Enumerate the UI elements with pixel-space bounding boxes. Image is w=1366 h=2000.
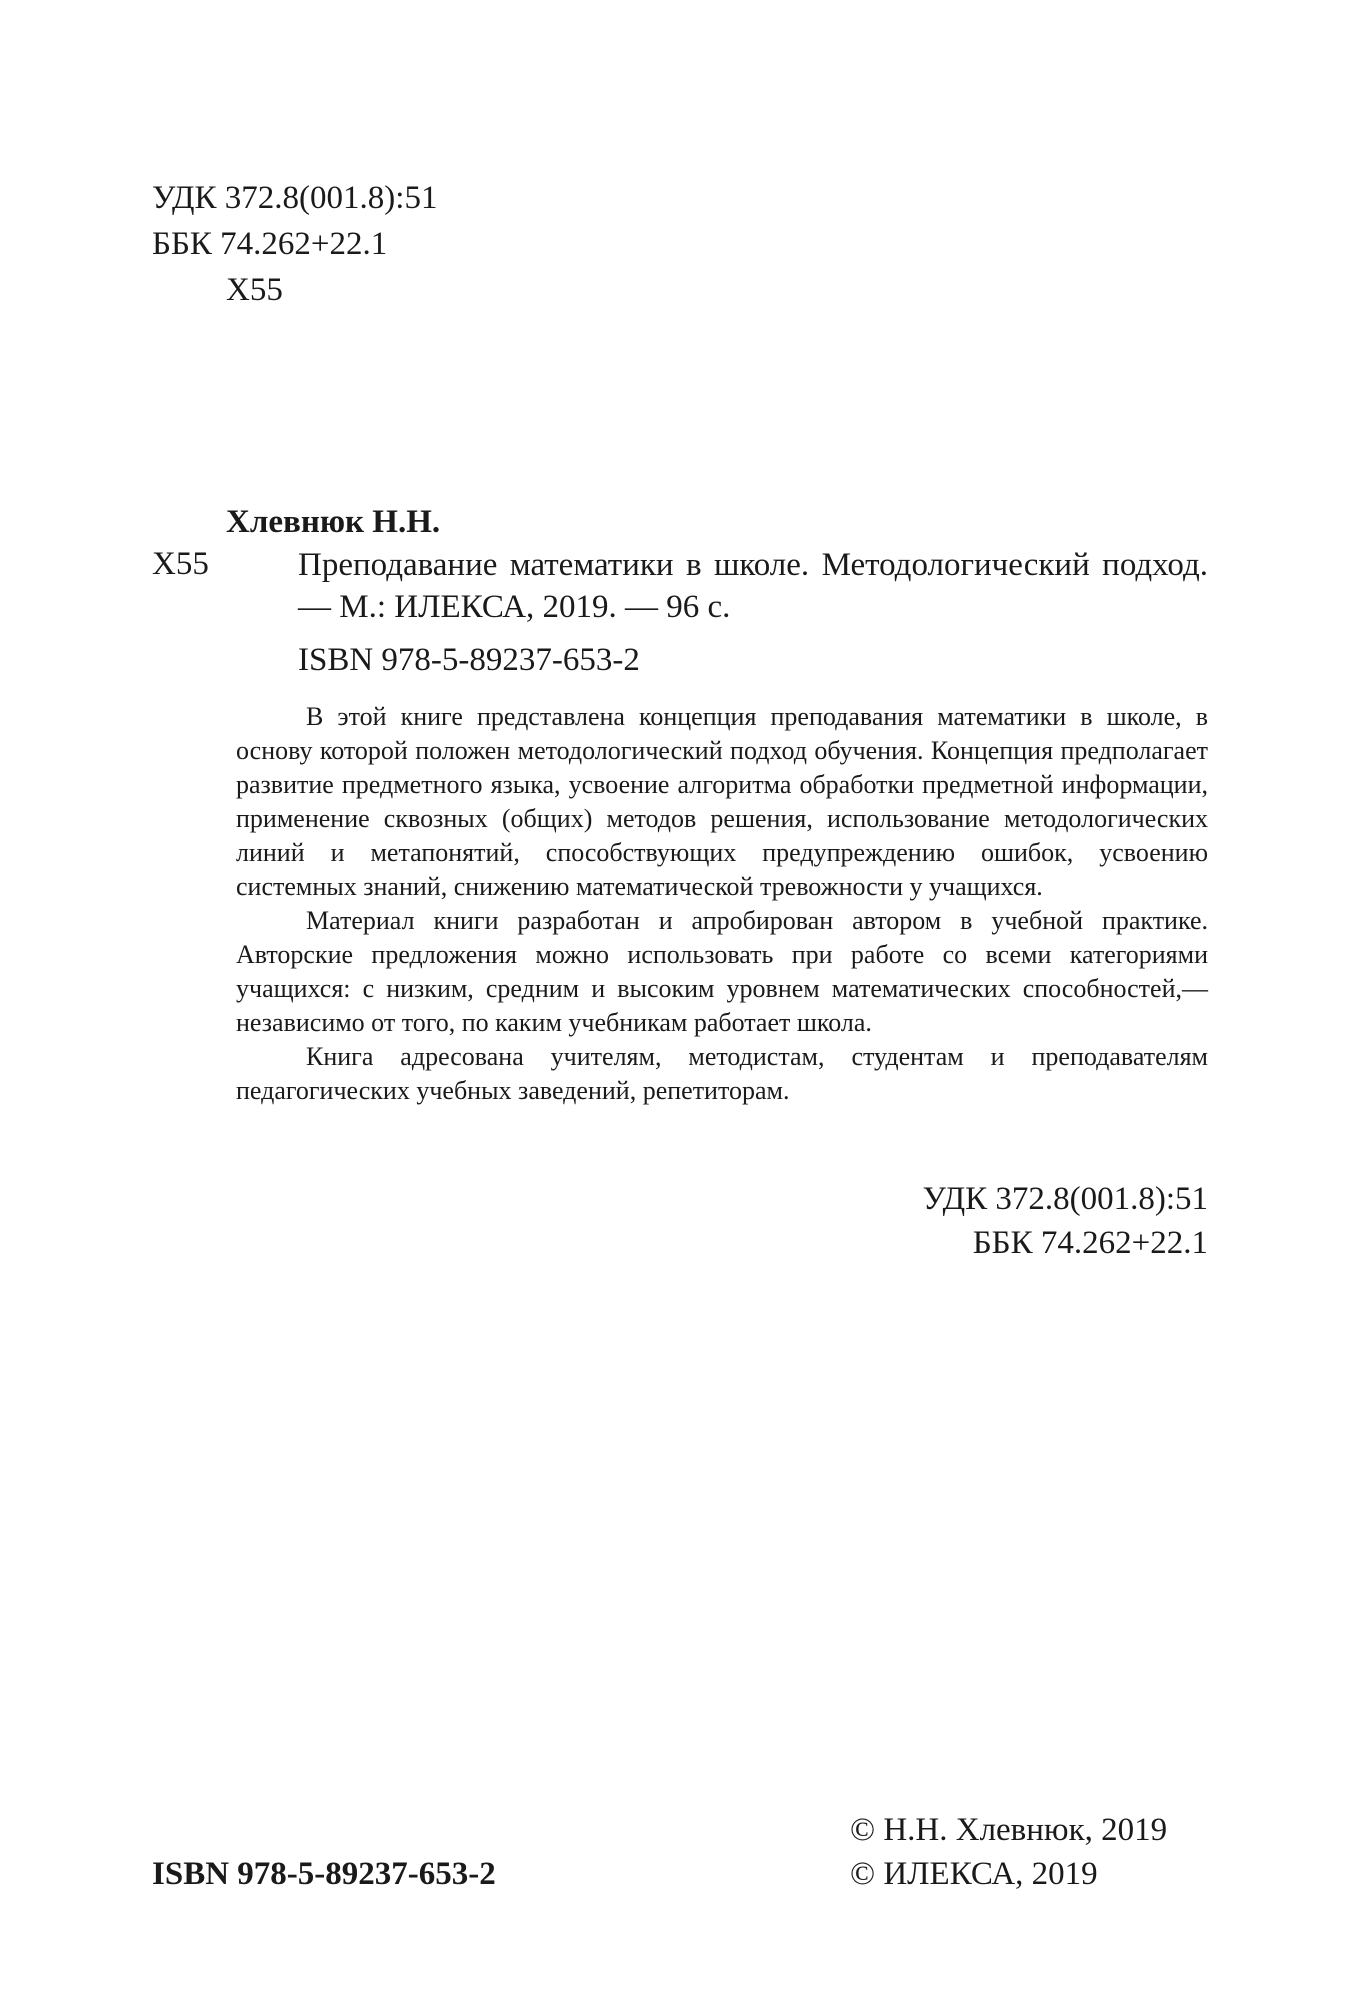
- isbn-entry: ISBN 978-5-89237-653-2: [298, 642, 640, 678]
- author-mark-top: Х55: [226, 272, 283, 308]
- book-title-entry: Преподавание математики в школе. Методологический подход. — М.: ИЛЕКСА, 2019. — 96 с.: [298, 547, 1208, 625]
- udk-code-top: УДК 372.8(001.8):51: [152, 180, 438, 216]
- author-name: Хлевнюк Н.Н.: [226, 504, 441, 540]
- author-mark-entry: Х55: [152, 546, 209, 582]
- copyright-block: [850, 1808, 1208, 1896]
- isbn-footer: ISBN 978-5-89237-653-2: [152, 1856, 496, 1892]
- copyright-publisher: © ИЛЕКСА, 2019: [850, 1856, 1098, 1892]
- copyright-author: © Н.Н. Хлевнюк, 2019: [850, 1812, 1168, 1848]
- annotation-paragraph: Материал книги разработан и апробирован автором в учебной практике. Авторские предложения можно использовать при работе со всеми категориями учащихся: с низким, средним и высоким уровнем математических способностей,— независимо от того, по каким учебникам работает школа.: [236, 906, 1208, 1037]
- udk-code-bottom: УДК 372.8(001.8):51: [922, 1181, 1208, 1217]
- annotation-paragraph: В этой книге представлена концепция преподавания математики в школе, в основу которой положен методологический подход обучения. Концепция предполагает развитие предметного языка, усвоение алгоритма обработки предметной информации, применение сквозных (общих) методов решения, использование методологических линий и метапонятий, способствующих предупреждению ошибок, усвоению системных знаний, снижению математической тревожности у учащихся.: [236, 702, 1208, 901]
- bbk-code-bottom: ББК 74.262+22.1: [972, 1225, 1208, 1261]
- annotation: [236, 700, 1208, 1108]
- bbk-code-top: ББК 74.262+22.1: [152, 226, 388, 262]
- annotation-paragraph: Книга адресована учителям, методистам, студентам и преподавателям педагогических учебных заведений, репетиторам.: [236, 1042, 1208, 1105]
